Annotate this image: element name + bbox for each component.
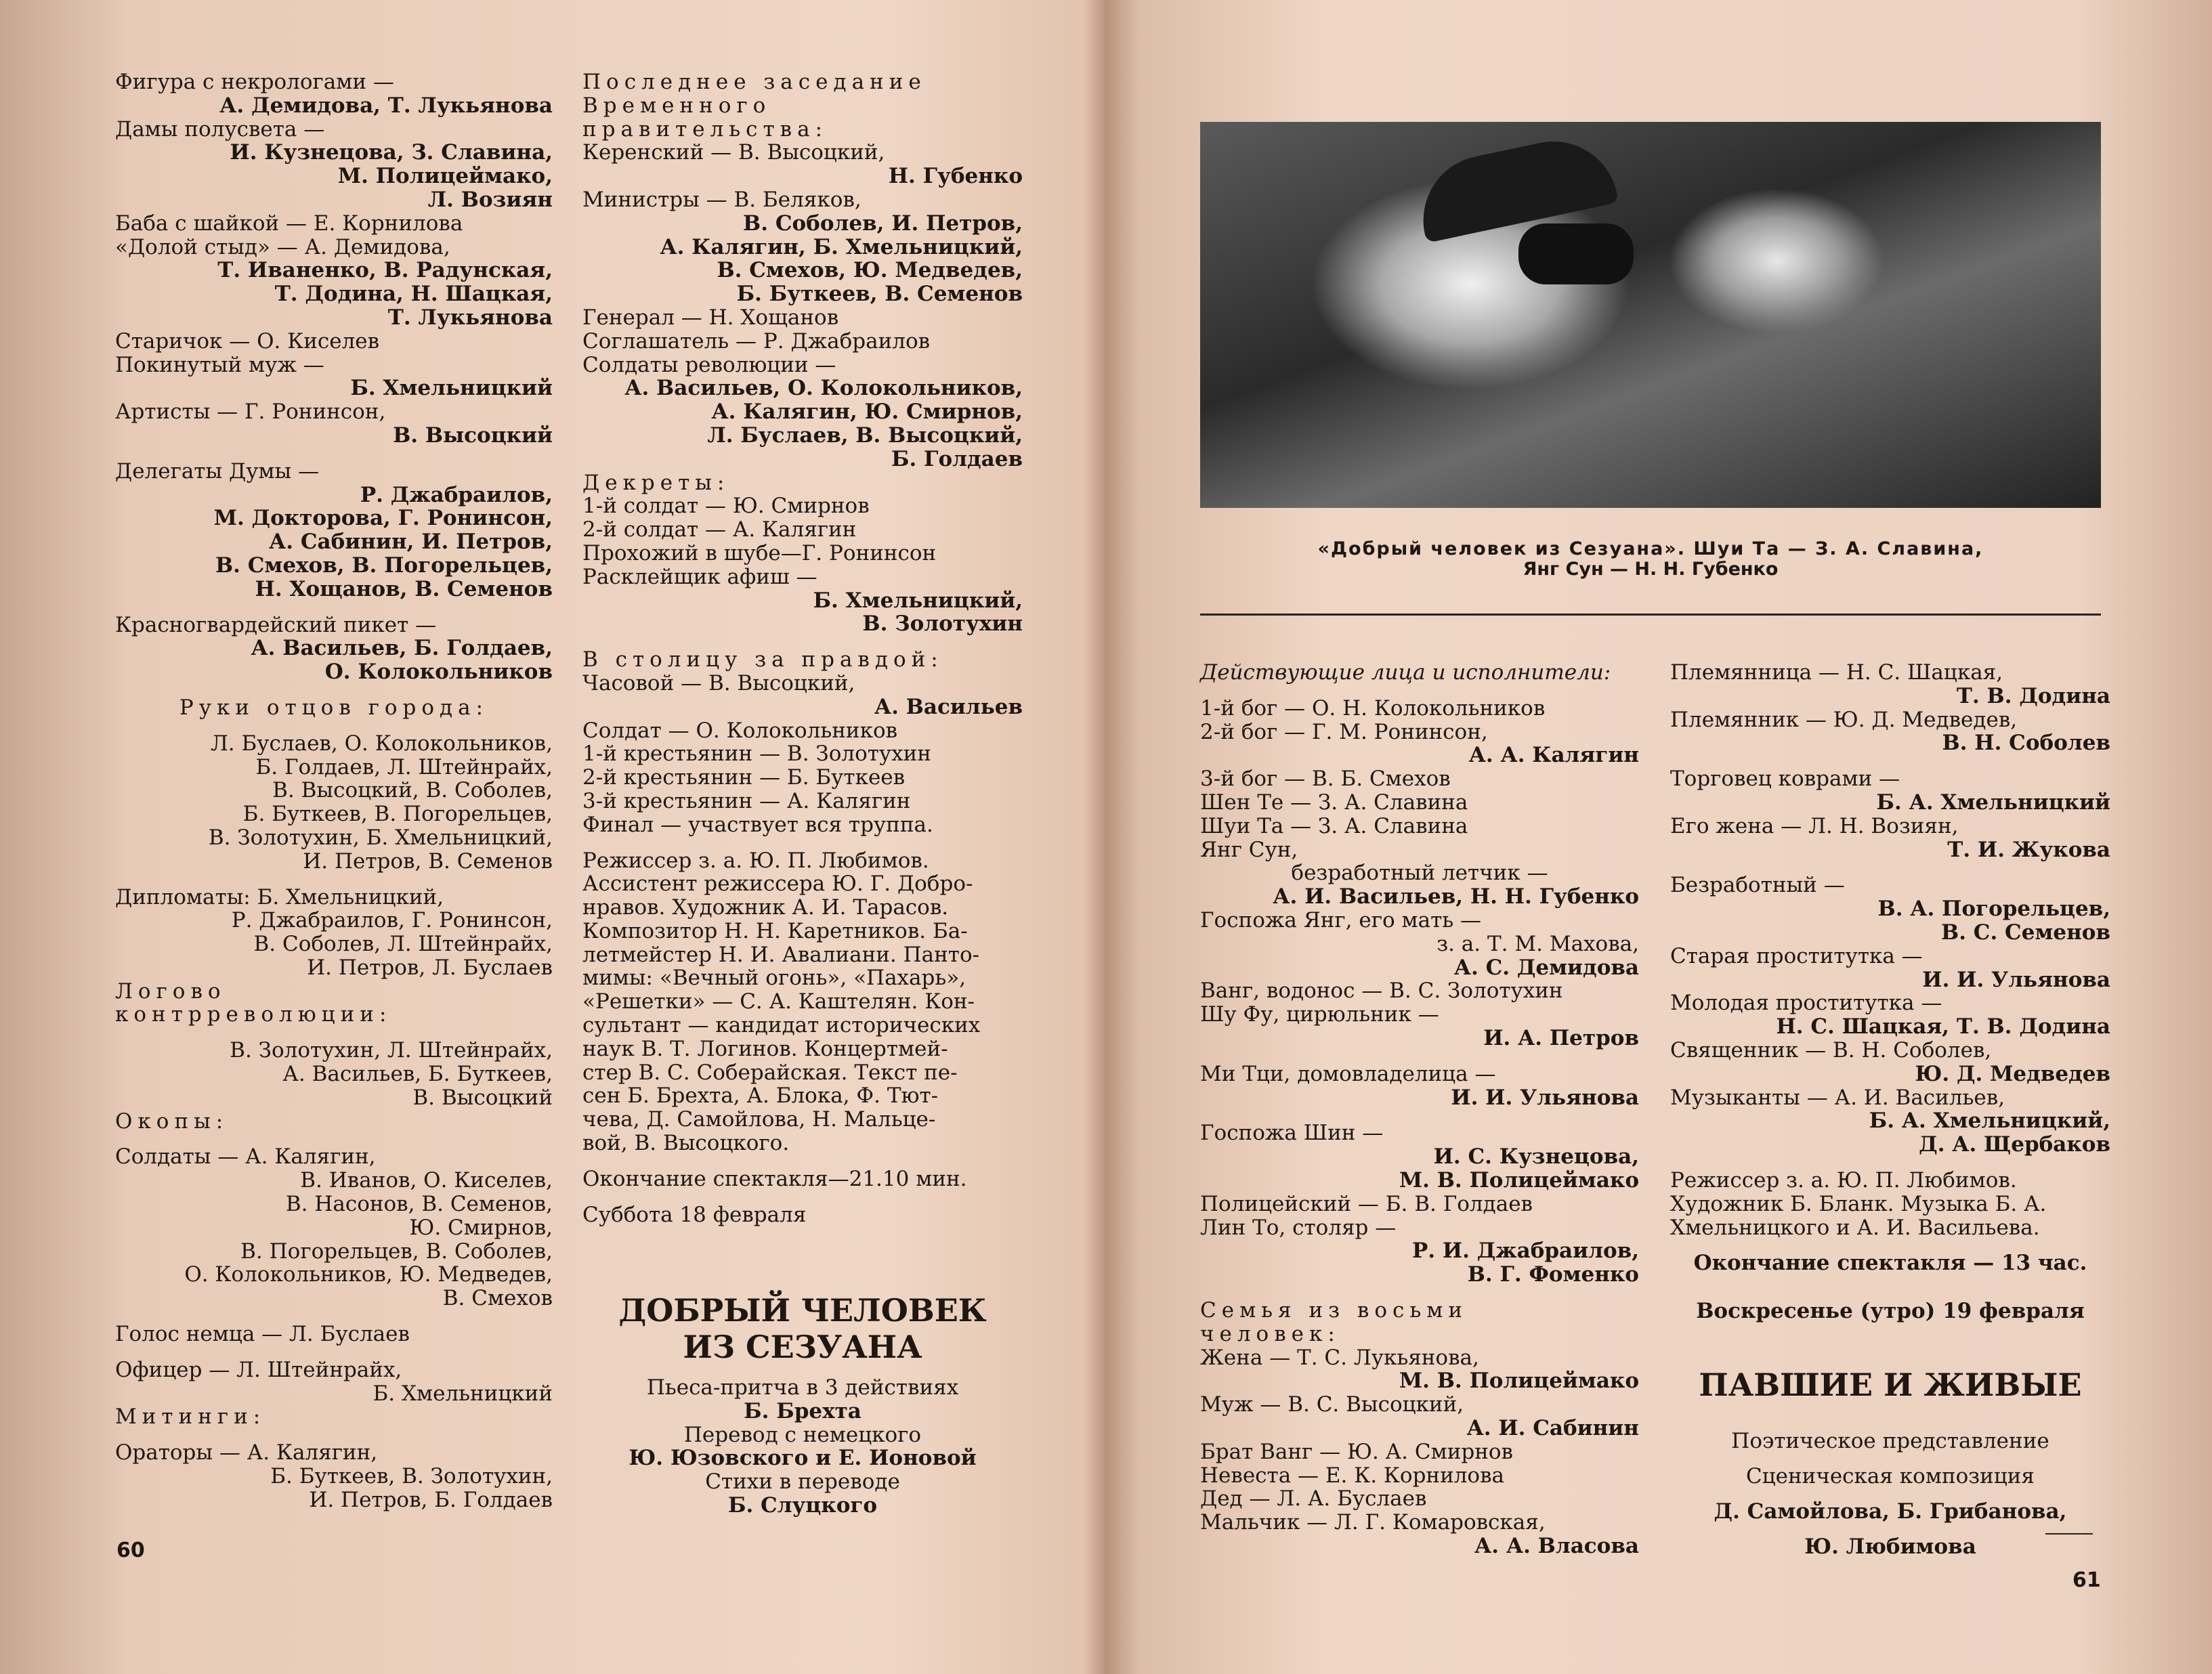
text-line: Прохожий в шубе—Г. Ронинсон: [582, 540, 937, 565]
text-line: М. В. Полицеймако: [1399, 1167, 1639, 1193]
text-line: А. С. Демидова: [1453, 955, 1639, 980]
text-line: Л. Буслаев, В. Высоцкий,: [707, 423, 1023, 448]
text-line: Композитор Н. Н. Каретников. Ба-: [582, 918, 968, 943]
text-line: летмейстер Н. И. Авалиани. Панто-: [582, 942, 980, 967]
text-line: 1-й бог — О. Н. Колокольников: [1200, 695, 1546, 721]
text-line: Соглашатель — Р. Джабраилов: [582, 328, 931, 353]
play-info-fallen-and-living: [1670, 1423, 2110, 1564]
spacer: [582, 837, 1023, 849]
spacer: [115, 720, 553, 732]
spacer: [1200, 685, 1639, 697]
text-line: А. Васильев, Б. Буткеев,: [282, 1062, 553, 1087]
text-line: Ассистент режиссера Ю. Г. Добро-: [582, 872, 973, 897]
text-line: Декреты:: [582, 470, 730, 495]
text-line: В. Золотухин, Л. Штейнрайх,: [230, 1038, 553, 1063]
text-line: А. Демидова, Т. Лукьянова: [219, 93, 553, 118]
text-line: мимы: «Вечный огонь», «Пахарь»,: [582, 966, 966, 991]
text-line: 1-й крестьянин — В. Золотухин: [582, 742, 931, 767]
text-line: В. Г. Фоменко: [1467, 1262, 1639, 1287]
text-line: Н. С. Шацкая, Т. В. Додина: [1776, 1014, 2110, 1039]
text-line: Б. Буткеев, В. Семенов: [736, 282, 1023, 307]
spacer: [115, 684, 553, 696]
text-line: Б. Буткеев, В. Золотухин,: [270, 1464, 553, 1489]
text-line: И. С. Кузнецова,: [1433, 1144, 1639, 1169]
text-line: В. С. Семенов: [1941, 920, 2110, 945]
text-line: Баба с шайкой — Е. Корнилова: [115, 211, 463, 236]
text-line: И. Петров, В. Семенов: [303, 849, 553, 874]
text-line: Его жена — Л. Н. Возиян,: [1670, 813, 1959, 838]
text-line: Торговец коврами —: [1670, 767, 1900, 792]
text-line: Суббота 18 февраля: [582, 1202, 807, 1227]
text-line: Б. Слуцкого: [727, 1493, 878, 1518]
text-line: Красногвардейский пикет —: [115, 612, 437, 637]
text-line: В. Высоцкий: [393, 423, 553, 448]
text-line: О. Колокольников, Ю. Медведев,: [184, 1262, 553, 1287]
text-line: Священник — В. Н. Соболев,: [1670, 1037, 1992, 1063]
text-line: Солдат — О. Колокольников: [582, 718, 898, 743]
spacer: [115, 1310, 553, 1323]
play-title-line-1: ДОБРЫЙ ЧЕЛОВЕК: [618, 1292, 987, 1329]
text-line: Б. Хмельницкий: [373, 1381, 553, 1406]
text-line: Б. А. Хмельницкий: [1876, 790, 2110, 815]
text-line: А. Калягин, Б. Хмельницкий,: [660, 234, 1023, 259]
text-line: безработный летчик —: [1291, 861, 1548, 886]
left-page-column-2: [582, 70, 1023, 1226]
text-line: Шуи Та — З. А. Славина: [1200, 813, 1468, 838]
photo-caption-line-1: «Добрый человек из Сезуана». Шуи Та — З. А. Славина,: [1317, 538, 1984, 559]
text-line: Б. Голдаев, Л. Штейнрайх,: [255, 754, 553, 779]
text-line: Б. Брехта: [744, 1398, 862, 1423]
text-line: А. Васильев, Б. Голдаев,: [251, 636, 553, 661]
text-line: Брат Ванг — Ю. А. Смирнов: [1200, 1439, 1513, 1464]
spacer: [582, 636, 1023, 648]
spacer: [115, 1429, 553, 1441]
text-line: И. И. Ульянова: [1922, 967, 2110, 992]
text-line: В. Соболев, Л. Штейнрайх,: [253, 932, 553, 957]
text-line: И. И. Ульянова: [1451, 1085, 1639, 1110]
text-line: чева, Д. Самойлова, Н. Мальце-: [582, 1107, 936, 1132]
text-line: Полицейский — Б. В. Голдаев: [1200, 1191, 1533, 1216]
text-line: Д. Самойлова, Б. Грибанова,: [1714, 1499, 2067, 1524]
text-line: Режиссер з. а. Ю. П. Любимов.: [582, 848, 929, 873]
text-line: А. И. Сабинин: [1466, 1415, 1639, 1440]
text-line: Шен Те — З. А. Славина: [1200, 790, 1468, 815]
text-line: Покинутый муж —: [115, 352, 324, 377]
text-line: Солдаты — А. Калягин,: [115, 1144, 376, 1169]
text-line: В. Высоцкий, В. Соболев,: [272, 778, 553, 803]
text-line: Офицер — Л. Штейнрайх,: [115, 1357, 402, 1382]
text-line: Безработный —: [1670, 873, 1845, 898]
text-line: Л. Возиян: [427, 187, 553, 212]
text-line: Логово: [115, 979, 226, 1004]
text-line: Художник Б. Бланк. Музыка Б. А.: [1670, 1191, 2047, 1216]
play-title-line-2: ИЗ СЕЗУАНА: [683, 1329, 922, 1365]
text-line: А. Калягин, Ю. Смирнов,: [711, 400, 1023, 425]
page-number-right: 61: [2072, 1568, 2101, 1592]
text-line: Р. Джабраилов, Г. Ронинсон,: [231, 908, 553, 933]
text-line: сен Б. Брехта, А. Блока, Ф. Тют-: [582, 1083, 939, 1109]
right-page-column-2: [1670, 661, 2110, 1323]
text-line: Р. Джабраилов,: [360, 482, 553, 507]
text-line: Последнее заседание: [582, 70, 927, 94]
text-line: Ю. Д. Медведев: [1915, 1061, 2110, 1086]
text-line: Сценическая композиция: [1746, 1464, 2035, 1488]
text-line: Д. А. Щербаков: [1919, 1132, 2110, 1157]
text-line: И. Петров, Б. Голдаев: [309, 1487, 553, 1512]
text-line: Керенский — В. Высоцкий,: [582, 140, 885, 165]
text-line: правительства:: [582, 116, 828, 142]
text-line: Поэтическое представление: [1731, 1429, 2049, 1453]
text-line: Б. Буткеев, В. Погорельцев,: [242, 802, 553, 827]
text-line: Руки отцов города:: [179, 695, 489, 720]
spacer: [115, 1346, 553, 1358]
text-line: Б. Хмельницкий,: [813, 588, 1023, 613]
text-line: «Решетки» — С. А. Каштелян. Кон-: [582, 989, 975, 1014]
divider-rule: [1200, 614, 2101, 616]
photo-caption-line-2: Янг Сун — Н. Н. Губенко: [1523, 559, 1779, 580]
left-page-column-1: [115, 70, 553, 1512]
text-line: Окончание спектакля — 13 час.: [1693, 1251, 2087, 1276]
text-line: Часовой — В. Высоцкий,: [582, 670, 855, 695]
text-line: 3-й крестьянин — А. Калягин: [582, 788, 911, 813]
text-line: Т. Додина, Н. Шацкая,: [274, 282, 553, 307]
text-line: А. Васильев: [874, 694, 1023, 719]
text-line: Н. Губенко: [888, 164, 1023, 189]
text-line: человек:: [1200, 1321, 1340, 1346]
text-line: стер В. С. Соберайская. Текст пе-: [582, 1060, 958, 1085]
text-line: Дед — Л. А. Буслаев: [1200, 1486, 1427, 1511]
text-line: Министры — В. Беляков,: [582, 187, 862, 212]
production-photo: [1200, 122, 2101, 508]
text-line: сультант — кандидат исторических: [582, 1013, 981, 1038]
text-line: Ми Тци, домовладелица —: [1200, 1061, 1496, 1086]
text-line: Муж — В. С. Высоцкий,: [1200, 1392, 1464, 1417]
text-line: Р. И. Джабраилов,: [1411, 1239, 1639, 1264]
spacer: [1670, 1239, 2110, 1251]
text-line: Артисты — Г. Ронинсон,: [115, 400, 386, 425]
text-line: Пьеса-притча в 3 действиях: [646, 1375, 959, 1400]
text-line: Старичок — О. Киселев: [115, 328, 380, 353]
text-line: Невеста — Е. К. Корнилова: [1200, 1463, 1505, 1488]
text-line: В столицу за правдой:: [582, 647, 943, 672]
spacer: [1200, 1109, 1639, 1121]
text-line: Митинги:: [115, 1404, 266, 1430]
text-line: В. Смехов: [442, 1286, 553, 1311]
text-line: А. И. Васильев, Н. Н. Губенко: [1273, 884, 1639, 909]
text-line: Расклейщик афиш —: [582, 564, 817, 589]
text-line: М. Полицеймако,: [337, 164, 553, 189]
spacer: [582, 1191, 1023, 1203]
spacer: [1200, 1050, 1639, 1063]
text-line: «Долой стыд» — А. Демидова,: [115, 234, 450, 259]
text-line: Б. Хмельницкий: [350, 376, 553, 401]
text-line: В. Золотухин: [862, 611, 1023, 637]
spacer: [115, 1027, 553, 1039]
text-line: Стихи в переводе: [705, 1469, 900, 1495]
text-line: з. а. Т. М. Махова,: [1437, 931, 1639, 956]
spacer: [1670, 1275, 2110, 1287]
text-line: Музыканты — А. И. Васильев,: [1670, 1085, 2005, 1110]
text-line: И. Петров, Л. Буслаев: [307, 955, 553, 980]
spacer: [115, 601, 553, 614]
text-line: В. Смехов, В. Погорельцев,: [215, 553, 553, 578]
text-line: В. Соболев, И. Петров,: [743, 211, 1023, 236]
text-line: Госпожа Шин —: [1200, 1121, 1384, 1146]
text-line: И. Кузнецова, З. Славина,: [230, 140, 553, 165]
text-line: Янг Сун,: [1200, 837, 1298, 862]
text-line: Дипломаты: Б. Хмельницкий,: [115, 884, 444, 909]
text-line: Действующие лица и исполнители:: [1200, 660, 1611, 685]
text-line: Хмельницкого и А. И. Васильева.: [1670, 1215, 2040, 1240]
text-line: Н. Хощанов, В. Семенов: [255, 576, 553, 601]
text-line: Окончание спектакля—21.10 мин.: [582, 1166, 967, 1191]
text-line: Семья из восьми: [1200, 1297, 1468, 1323]
text-line: 2-й бог — Г. М. Ронинсон,: [1200, 719, 1488, 744]
spacer: [115, 448, 553, 460]
text-line: 2-й солдат — А. Калягин: [582, 517, 857, 542]
text-line: Жена — Т. С. Лукьянова,: [1200, 1345, 1479, 1370]
text-line: А. Сабинин, И. Петров,: [269, 530, 553, 555]
play-title-fallen-and-living: ПАВШИЕ И ЖИВЫЕ: [1699, 1367, 2082, 1403]
text-line: В. Высоцкий: [412, 1085, 553, 1110]
text-line: Перевод с немецкого: [683, 1422, 922, 1447]
text-line: Т. Иваненко, В. Радунская,: [217, 258, 553, 283]
spacer: [115, 874, 553, 886]
text-line: Делегаты Думы —: [115, 458, 320, 484]
text-line: Б. А. Хмельницкий,: [1869, 1109, 2110, 1134]
text-line: Режиссер з. а. Ю. П. Любимов.: [1670, 1167, 2017, 1193]
text-line: вой, В. Высоцкого.: [582, 1131, 790, 1156]
text-line: Ю. Смирнов,: [409, 1215, 553, 1240]
text-line: В. А. Погорельцев,: [1877, 897, 2110, 922]
text-line: В. Н. Соболев: [1942, 731, 2110, 756]
spacer: [115, 1133, 553, 1145]
text-line: Генерал — Н. Хощанов: [582, 305, 839, 330]
text-line: Финал — участвует вся труппа.: [582, 812, 933, 837]
text-line: Племянница — Н. С. Шацкая,: [1670, 660, 2003, 685]
spacer: [1670, 1157, 2110, 1169]
text-line: Т. И. Жукова: [1947, 837, 2110, 862]
text-line: Временного: [582, 93, 771, 118]
text-line: Шу Фу, цирюльник —: [1200, 1002, 1439, 1027]
text-line: Б. Голдаев: [891, 446, 1023, 471]
page-number-left: 60: [116, 1539, 145, 1562]
text-line: Ораторы — А. Калягин,: [115, 1440, 378, 1465]
spacer: [1670, 1287, 2110, 1300]
text-line: А. А. Власова: [1474, 1533, 1639, 1558]
text-line: М. В. Полицеймако: [1399, 1369, 1639, 1394]
text-line: Окопы:: [115, 1109, 229, 1134]
text-line: Л. Буслаев, О. Колокольников,: [210, 731, 553, 756]
text-line: Мальчик — Л. Г. Комаровская,: [1200, 1510, 1546, 1535]
text-line: 2-й крестьянин — Б. Буткеев: [582, 765, 906, 790]
text-line: Дамы полусвета —: [115, 116, 325, 142]
text-line: Солдаты революции —: [582, 352, 836, 377]
text-line: Лин То, столяр —: [1200, 1215, 1397, 1240]
text-line: В. Иванов, О. Киселев,: [300, 1168, 553, 1193]
text-line: А. Васильев, О. Колокольников,: [624, 376, 1023, 401]
text-line: Ю. Любимова: [1804, 1534, 1976, 1559]
text-line: нравов. Художник А. И. Тарасов.: [582, 895, 949, 920]
spacer: [1670, 861, 2110, 874]
text-line: И. А. Петров: [1483, 1025, 1639, 1050]
text-line: Воскресенье (утро) 19 февраля: [1696, 1299, 2085, 1324]
text-line: М. Докторова, Г. Ронинсон,: [213, 506, 553, 531]
text-line: 3-й бог — В. Б. Смехов: [1200, 767, 1451, 792]
play-info-good-person: [582, 1376, 1023, 1518]
text-line: Молодая проститутка —: [1670, 991, 1942, 1016]
text-line: Ванг, водонос — В. С. Золотухин: [1200, 979, 1563, 1004]
text-line: Т. Лукьянова: [387, 305, 553, 330]
short-rule: [2045, 1533, 2093, 1534]
text-line: В. Насонов, В. Семенов,: [285, 1192, 553, 1217]
text-line: Фигура с некрологами —: [115, 70, 394, 94]
text-line: Ю. Юзовского и Е. Ионовой: [629, 1446, 977, 1471]
spacer: [1200, 1287, 1639, 1299]
text-line: В. Погорельцев, В. Соболев,: [240, 1239, 553, 1264]
spacer: [1670, 755, 2110, 767]
text-line: Голос немца — Л. Буслаев: [115, 1322, 410, 1347]
text-line: Т. В. Додина: [1956, 683, 2110, 708]
text-line: Племянник — Ю. Д. Медведев,: [1670, 707, 2018, 732]
photo-caption: [1200, 539, 2101, 580]
text-line: В. Золотухин, Б. Хмельницкий,: [208, 825, 553, 850]
text-line: О. Колокольников: [324, 660, 553, 685]
text-line: Госпожа Янг, его мать —: [1200, 907, 1481, 932]
text-line: наук В. Т. Логинов. Концертмей-: [582, 1036, 948, 1061]
text-line: Старая проститутка —: [1670, 943, 1923, 968]
text-line: 1-й солдат — Ю. Смирнов: [582, 494, 870, 519]
text-line: А. А. Калягин: [1468, 743, 1639, 768]
text-line: В. Смехов, Ю. Медведев,: [717, 258, 1023, 283]
play-title-good-person: [582, 1292, 1023, 1365]
text-line: контрреволюции:: [115, 1002, 392, 1027]
spacer: [582, 1155, 1023, 1167]
right-page-column-1: [1200, 661, 1639, 1558]
